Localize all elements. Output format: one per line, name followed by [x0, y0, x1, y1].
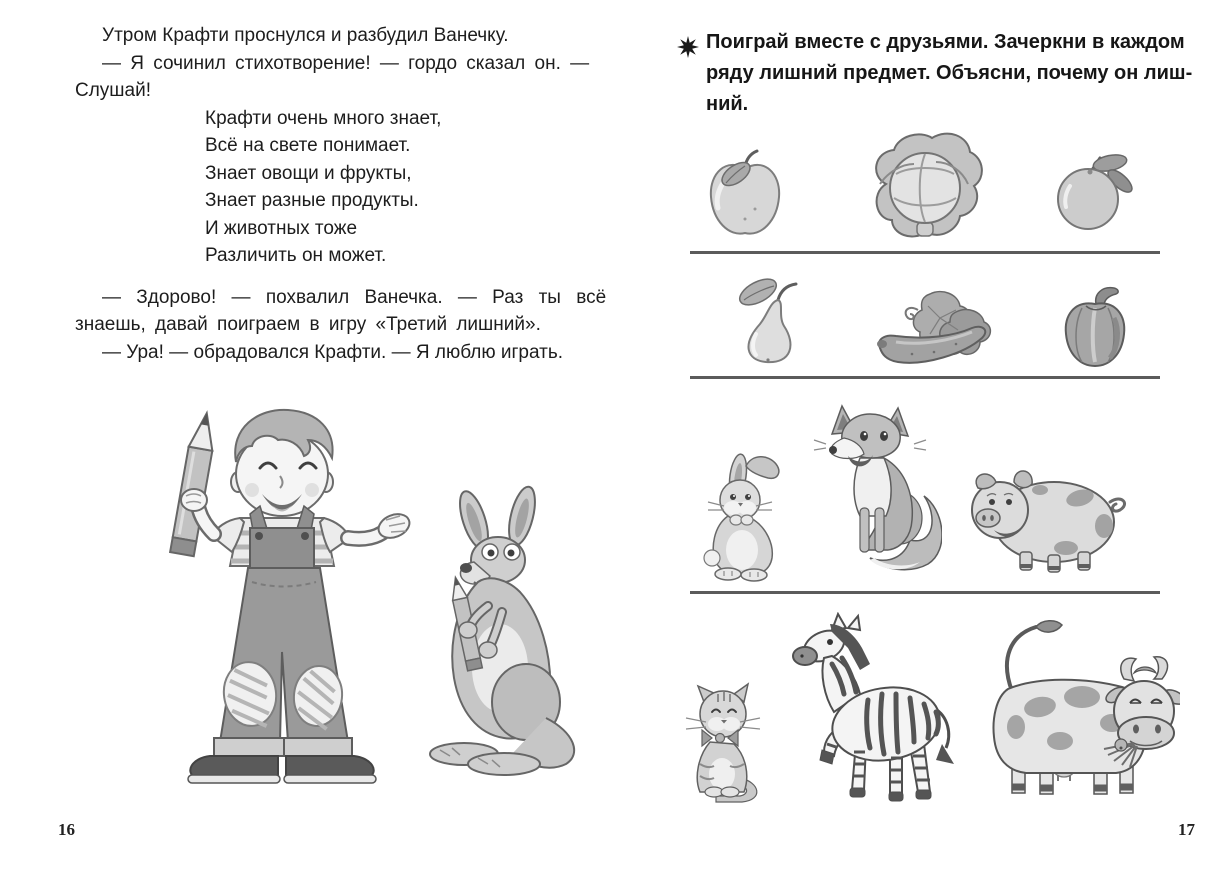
rabbit-illustration: [700, 452, 792, 582]
poem: [205, 105, 623, 270]
zebra-illustration: [772, 612, 958, 805]
story-line: знаешь, давай поиграем в игру «Третий лишний».: [75, 314, 541, 335]
task-line: Поиграй вместе с друзьями. Зачеркни в каждом: [706, 31, 1185, 53]
story-line: Утром Крафти проснулся и разбудил Ванечку.: [102, 25, 509, 46]
apple-illustration: [705, 147, 785, 242]
row-separator: [690, 251, 1160, 254]
poem-line: Различить он может.: [205, 245, 387, 266]
pig-illustration: [962, 460, 1128, 575]
story-line: Слушай!: [75, 80, 152, 101]
page-number-left: 16: [58, 820, 75, 839]
cabbage-illustration: [862, 128, 985, 248]
orange-illustration: [1050, 150, 1140, 233]
cat-illustration: [682, 682, 762, 805]
poem-line: Всё на свете понимает.: [205, 135, 411, 156]
boy-and-kangaroo-illustration: [122, 402, 577, 817]
cucumber-illustration: [868, 286, 995, 371]
kangaroo: [430, 484, 574, 775]
task-bullet-star-icon: [677, 36, 699, 58]
row-separator: [690, 376, 1160, 379]
row-separator: [690, 591, 1160, 594]
cow-illustration: [948, 615, 1180, 800]
task-instruction: [706, 27, 1208, 120]
fox-illustration: [812, 400, 942, 580]
story-line: — Я сочинил стихотворение! — гордо сказал он. —: [102, 52, 590, 74]
page-number-right: 17: [1178, 820, 1195, 839]
poem-line: Знает овощи и фрукты,: [205, 162, 412, 184]
task-line: ний.: [706, 93, 749, 115]
story-line: — Ура! — обрадовался Крафти. — Я люблю играть.: [102, 341, 563, 363]
story-line: — Здорово! — похвалил Ванечка. — Раз ты всё: [102, 286, 607, 308]
poem-line: Крафти очень много знает,: [205, 107, 442, 129]
task-line: ряду лишний предмет. Объясни, почему он лиш-: [706, 62, 1193, 84]
poem-line: И животных тоже: [205, 217, 358, 239]
bell-pepper-illustration: [1052, 282, 1138, 368]
pear-illustration: [722, 276, 818, 364]
story-text: [75, 22, 623, 366]
poem-line: Знает разные продукты.: [205, 190, 419, 211]
